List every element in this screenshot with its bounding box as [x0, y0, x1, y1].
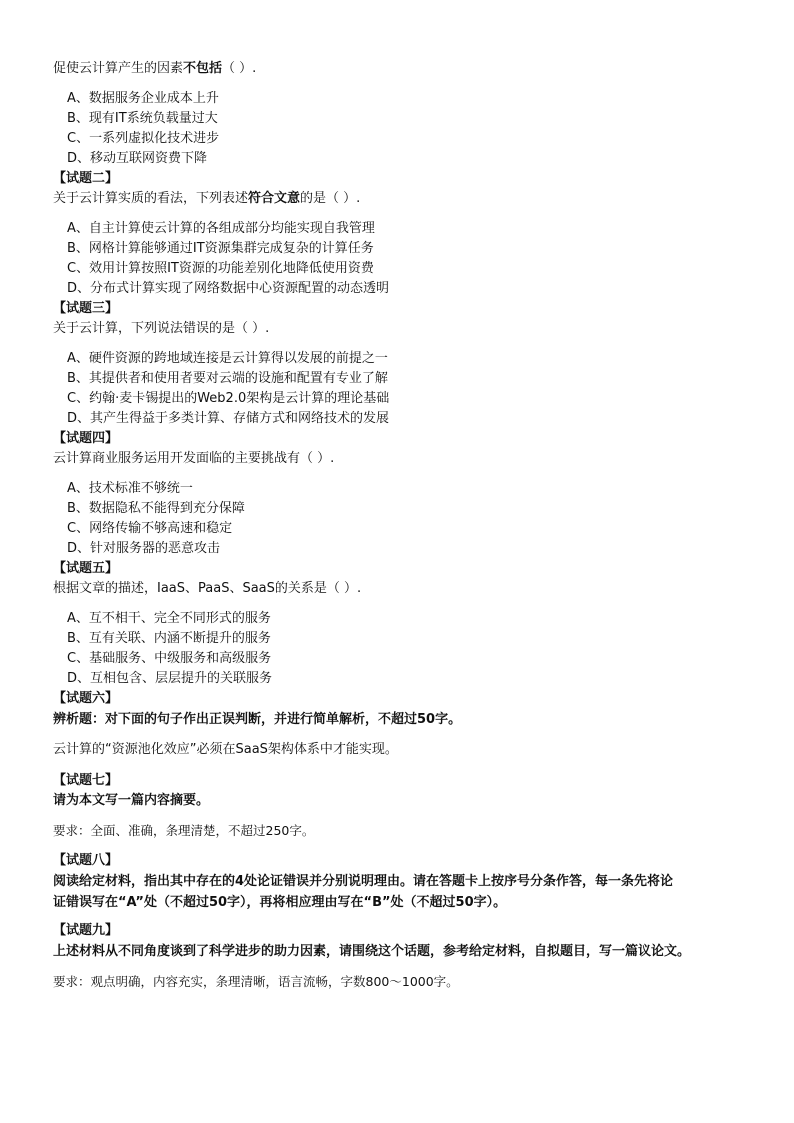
- q2-stem-pre: 关于云计算实质的看法，下列表述: [53, 191, 249, 206]
- q2-stem-bold: 符合文意: [248, 191, 301, 206]
- q7-requirement: 要求：全面、准确，条理清楚，不超过250字。: [53, 823, 315, 838]
- q3-option-b: B、其提供者和使用者要对云端的设施和配置有专业了解: [67, 371, 388, 386]
- q1-option-c: C、一系列虚拟化技术进步: [67, 131, 220, 146]
- q4-option-d: D、针对服务器的恶意攻击: [67, 541, 221, 556]
- q9-instruction: 上述材料从不同角度谈到了科学进步的助力因素，请围绕这个话题，参考给定材料，自拟题目，写一篇议论文。: [53, 944, 691, 959]
- q1-option-d: D、移动互联网资费下降: [67, 151, 208, 166]
- q1-stem-post: （ ）.: [222, 61, 257, 76]
- q2-option-d: D、分布式计算实现了网络数据中心资源配置的动态透明: [67, 281, 390, 296]
- q1-stem-pre: 促使云计算产生的因素: [53, 61, 184, 76]
- q1-option-b: B、现有IT系统负载量过大: [67, 111, 218, 126]
- q4-option-a: A、技术标准不够统一: [67, 481, 193, 496]
- q2-stem: [53, 189, 360, 209]
- q4-stem: 云计算商业服务运用开发面临的主要挑战有（ ）.: [53, 451, 335, 466]
- q2-option-c: C、效用计算按照IT资源的功能差别化地降低使用资费: [67, 261, 374, 276]
- q2-option-a: A、自主计算使云计算的各组成部分均能实现自我管理: [67, 221, 375, 236]
- q5-option-c: C、基础服务、中级服务和高级服务: [67, 651, 272, 666]
- q8-instruction-line2: 证错误写在“A”处（不超过50字），再将相应理由写在“B”处（不超过50字）。: [53, 895, 507, 910]
- q3-stem: 关于云计算，下列说法错误的是（ ）.: [53, 321, 270, 336]
- q8-label: 【试题八】: [53, 853, 119, 868]
- q8-instruction-line1: 阅读给定材料，指出其中存在的4处论证错误并分别说明理由。请在答题卡上按序号分条作答，每一条先将论: [53, 874, 674, 889]
- q4-label: 【试题四】: [53, 431, 119, 446]
- q4-option-c: C、网络传输不够高速和稳定: [67, 521, 233, 536]
- q7-instruction: 请为本文写一篇内容摘要。: [53, 793, 210, 808]
- q2-option-b: B、网格计算能够通过IT资源集群完成复杂的计算任务: [67, 241, 374, 256]
- q9-label: 【试题九】: [53, 923, 119, 938]
- q2-stem-post: 的是（ ）.: [300, 191, 361, 206]
- q9-requirement: 要求：观点明确，内容充实，条理清晰，语言流畅，字数800～1000字。: [53, 974, 459, 989]
- q2-label: 【试题二】: [53, 171, 119, 186]
- q3-label: 【试题三】: [53, 301, 119, 316]
- q1-stem: [53, 59, 256, 79]
- q4-option-b: B、数据隐私不能得到充分保障: [67, 501, 245, 516]
- q5-label: 【试题五】: [53, 561, 119, 576]
- q1-option-a: A、数据服务企业成本上升: [67, 91, 219, 106]
- q5-option-b: B、互有关联、内涵不断提升的服务: [67, 631, 271, 646]
- q6-instruction: 辨析题：对下面的句子作出正误判断，并进行简单解析，不超过50字。: [53, 712, 462, 727]
- q6-label: 【试题六】: [53, 691, 119, 706]
- q3-option-c: C、约翰·麦卡锡提出的Web2.0架构是云计算的理论基础: [67, 391, 390, 406]
- q5-option-a: A、互不相干、完全不同形式的服务: [67, 611, 271, 626]
- q5-stem: 根据文章的描述，IaaS、PaaS、SaaS的关系是（ ）.: [53, 581, 362, 596]
- q3-option-d: D、其产生得益于多类计算、存储方式和网络技术的发展: [67, 411, 390, 426]
- q1-stem-bold: 不包括: [183, 61, 223, 76]
- q5-option-d: D、互相包含、层层提升的关联服务: [67, 671, 273, 686]
- q6-sentence: 云计算的“资源池化效应”必须在SaaS架构体系中才能实现。: [53, 742, 398, 757]
- q7-label: 【试题七】: [53, 773, 119, 788]
- q3-option-a: A、硬件资源的跨地域连接是云计算得以发展的前提之一: [67, 351, 388, 366]
